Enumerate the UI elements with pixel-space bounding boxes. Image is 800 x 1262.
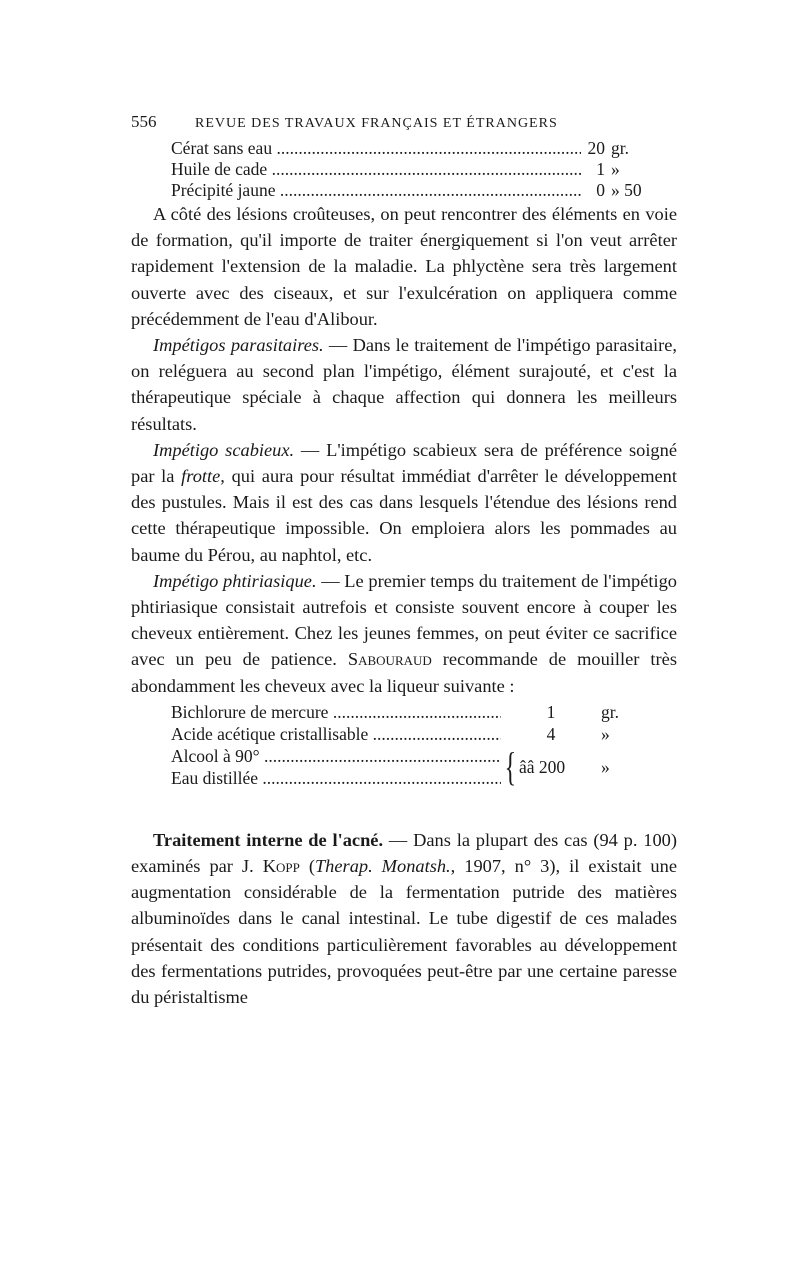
ingredient-qty: 0 xyxy=(596,180,605,200)
ingredient-unit: » xyxy=(601,723,610,744)
paragraph-text: — Dans la plupart des cas (94 p. 100) examinés par J. xyxy=(131,829,677,877)
prescription-1 xyxy=(171,138,677,201)
paragraph-text: ( xyxy=(299,856,315,877)
author-name: Sabouraud xyxy=(347,649,432,670)
ingredient-name: Huile de cade ..... xyxy=(171,159,581,180)
ingredient-qty: 1 xyxy=(546,701,556,722)
running-title: REVUE DES TRAVAUX FRANÇAIS ET ÉTRANGERS xyxy=(195,116,558,131)
ingredient-unit: » 50 xyxy=(611,180,642,200)
paragraph-text: — L'impétigo scabieux sera de préférence soigné par la xyxy=(131,439,677,487)
prescription-row xyxy=(171,159,677,180)
section-heading: Impétigo scabieux. xyxy=(153,439,295,460)
ingredient-unit: » xyxy=(601,756,610,777)
prescription-row xyxy=(171,701,677,723)
prescription-2 xyxy=(171,701,677,789)
ingredient-unit: gr. xyxy=(611,138,629,158)
paragraph-text: recommande de mouiller très abondamment les cheveux avec la liqueur suivante : xyxy=(131,649,677,696)
ingredient-name: Alcool à 90° ..... xyxy=(171,745,501,767)
paragraph-lesions: A côté des lésions croûteuses, on peut rencontrer des éléments en voie de formation, qu'il importe de traiter énergiquement si l'on veut arrêter rapidement l'extension de la maladie. La phlyctène sera très largement ouverte avec des ciseaux, et sur l'exulcération on appliquera comme précédemment de l'eau d'Alibour. xyxy=(131,204,677,329)
journal-name: Therap. Monatsh. xyxy=(314,856,451,877)
ingredient-name: Bichlorure de mercure ..... xyxy=(171,701,501,723)
ingredient-qty: 20 xyxy=(587,138,605,158)
group-names xyxy=(171,745,501,789)
prescription-row xyxy=(171,723,677,745)
brace-icon: { xyxy=(504,743,517,789)
paragraph-text: — Le premier temps du traitement de l'impétigo phtiriasique consistait autrefois et consiste souvent encore à couper les cheveux entièrement. Chez les jeunes femmes, on peut éviter ce sacrifice avec un peu de patience. xyxy=(131,570,677,670)
prescription-group xyxy=(171,745,677,789)
section-heading: Impétigos parasitaires. xyxy=(153,335,324,356)
paragraph-impetigos-parasitaires xyxy=(131,332,677,437)
ingredient-qty: 4 xyxy=(546,723,556,744)
ingredient-unit: » xyxy=(611,159,620,179)
ingredient-name: Cérat sans eau ..... xyxy=(171,138,581,159)
paragraph-text: qui aura pour résultat immédiat d'arrêter le développement des pustules. Mais il est des cas dans lesquels l'étendue des lésions rend cette thérapeutique impossible. On emploiera alors les pommades au baume du Pérou, au naphtol, etc. xyxy=(131,466,677,565)
paragraph-impetigo-phtiriasique xyxy=(131,568,677,699)
page-number: 556 xyxy=(131,112,157,131)
running-header xyxy=(131,112,677,138)
ingredient-name: Acide acétique cristallisable ..... xyxy=(171,723,501,745)
ingredient-name: Eau distillée ..... xyxy=(171,767,501,789)
emphasis-frotte: frotte, xyxy=(181,466,225,487)
ingredient-name: Précipité jaune ..... xyxy=(171,180,581,201)
ingredient-qty: ââ 200 xyxy=(519,756,566,777)
prescription-row xyxy=(171,180,677,201)
ingredient-qty: 1 xyxy=(596,159,605,179)
ingredient-unit: gr. xyxy=(601,701,619,722)
section-heading: Impétigo phtiriasique. xyxy=(153,570,317,591)
section-heading: Traitement interne de l'acné. xyxy=(153,829,384,850)
prescription-row xyxy=(171,138,677,159)
author-name: Kopp xyxy=(262,856,300,877)
paragraph-impetigo-scabieux xyxy=(131,437,677,568)
page xyxy=(131,112,677,1010)
paragraph-acne xyxy=(131,827,677,1010)
paragraph-text: , 1907, n° 3), il existait une augmentation considérable de la fermentation putride des matières albuminoïdes dans le canal intestinal. Le tube digestif de ces malades présentait des conditions particulièrement favorables au développement des fermentations putrides, provoquées peut-être par une certaine paresse du péristaltisme xyxy=(131,856,677,1008)
paragraph-text: — Dans le traitement de l'impétigo parasitaire, on reléguera au second plan l'impétigo, élément surajouté, et c'est la thérapeutique spéciale à chaque affection qui donnera les meilleurs résultats. xyxy=(131,335,677,434)
